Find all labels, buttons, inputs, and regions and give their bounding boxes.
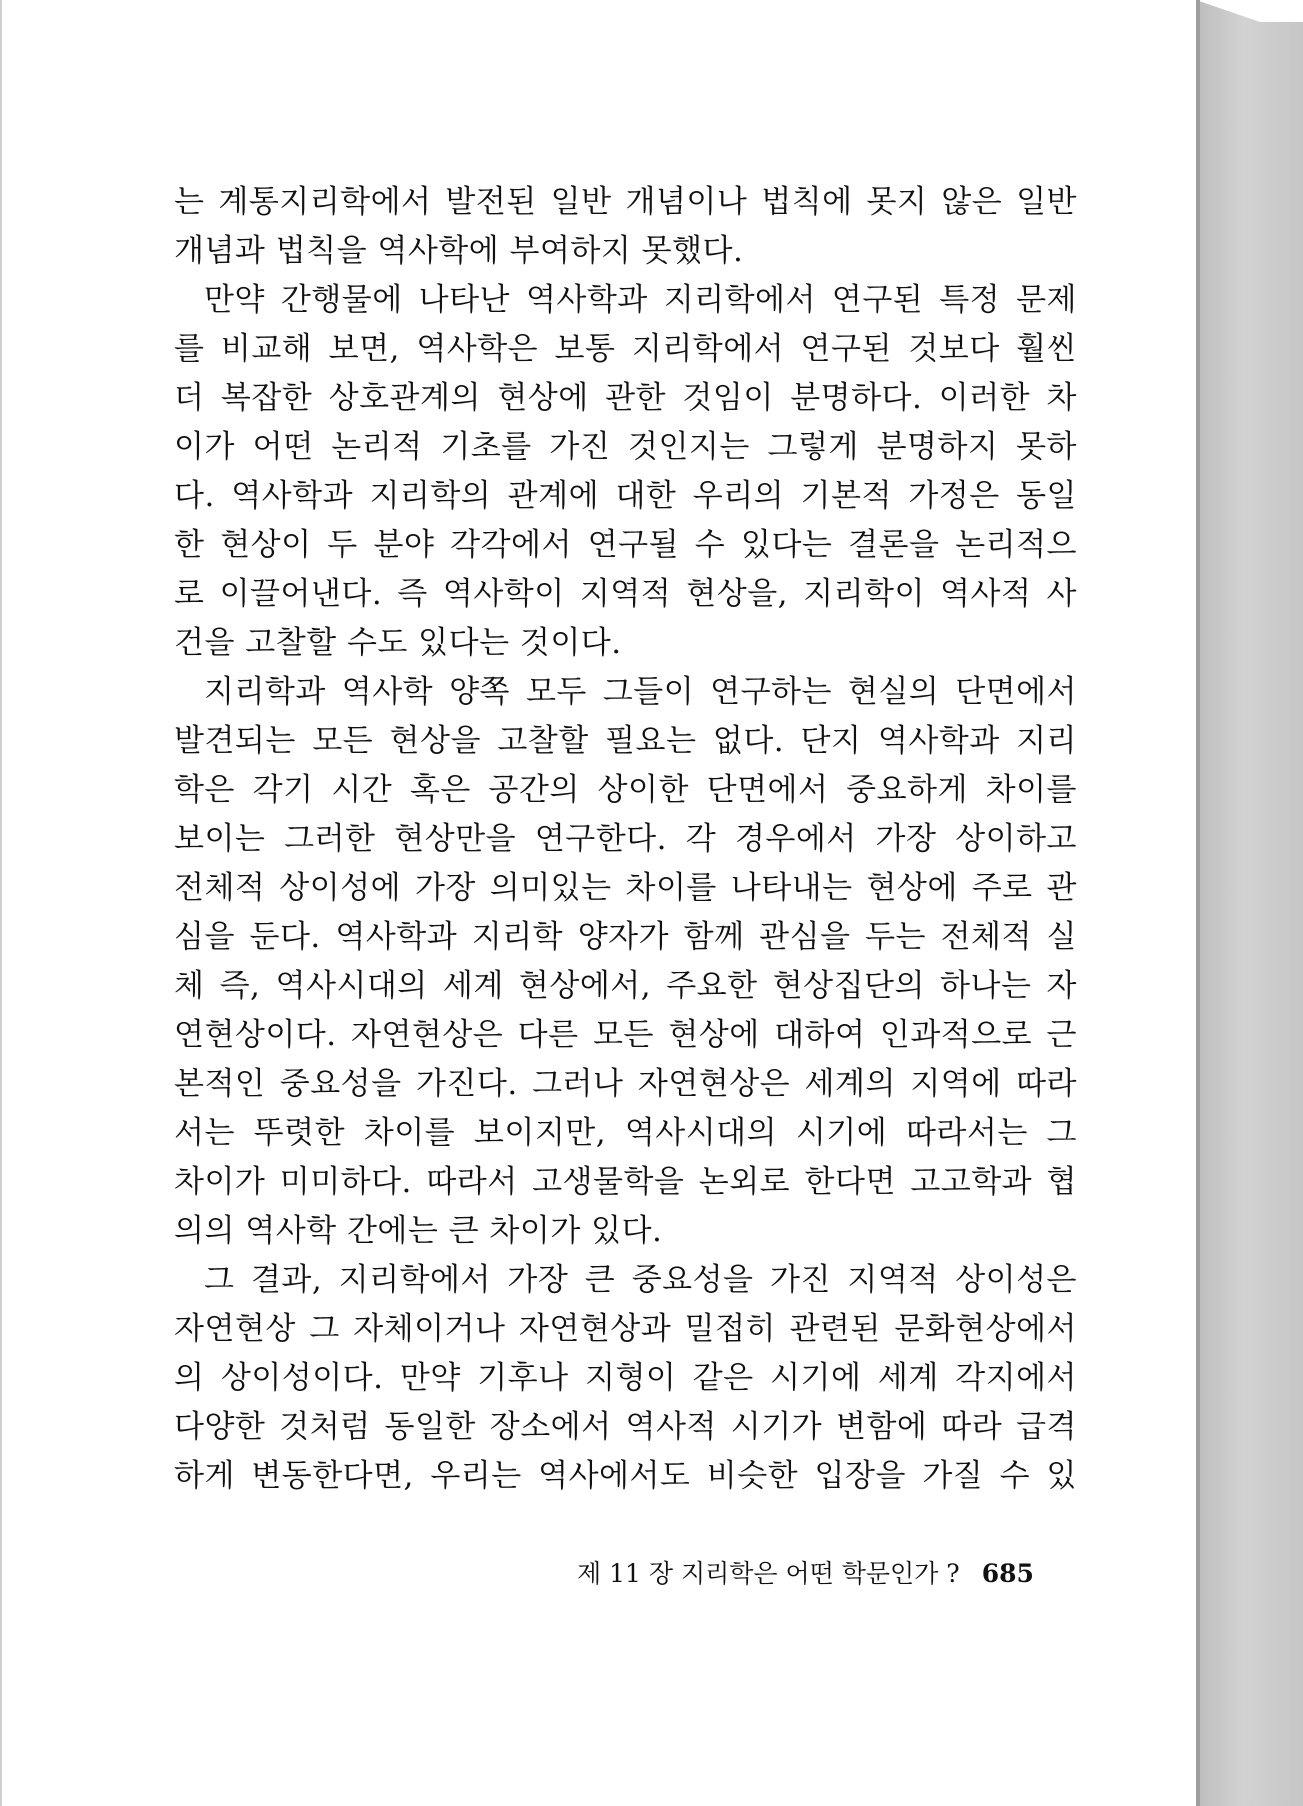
text-line: 더 복잡한 상호관계의 현상에 관한 것임이 분명하다. 이러한 차 (174, 380, 1077, 416)
text-line: 다. 역사학과 지리학의 관계에 대한 우리의 기본적 가정은 동일 (174, 478, 1077, 514)
running-head: 제 11 장 지리학은 어떤 학문인가 ? (577, 1559, 960, 1588)
text-line: 그 결과, 지리학에서 가장 큰 중요성을 가진 지역적 상이성은 (204, 1262, 1077, 1298)
text-line: 학은 각기 시간 혹은 공간의 상이한 단면에서 중요하게 차이를 (174, 772, 1077, 808)
text-line: 다양한 것처럼 동일한 장소에서 역사적 시기가 변함에 따라 급격 (174, 1409, 1077, 1445)
text-line: 를 비교해 보면, 역사학은 보통 지리학에서 연구된 것보다 훨씬 (174, 331, 1077, 367)
text-line: 이가 어떤 논리적 기초를 가진 것인지는 그렇게 분명하지 못하 (174, 429, 1077, 465)
text-line: 의의 역사학 간에는 큰 차이가 있다. (174, 1213, 663, 1249)
page-number: 685 (981, 1559, 1034, 1588)
text-line: 연현상이다. 자연현상은 다른 모든 현상에 대하여 인과적으로 근 (174, 1017, 1077, 1053)
body-text (174, 178, 1077, 1501)
text-line: 자연현상 그 자체이거나 자연현상과 밀접히 관련된 문화현상에서 (174, 1311, 1077, 1347)
page-edge (1196, 0, 1303, 1806)
text-line: 지리학과 역사학 양쪽 모두 그들이 연구하는 현실의 단면에서 (204, 674, 1077, 710)
text-line: 만약 간행물에 나타난 역사학과 지리학에서 연구된 특정 문제 (204, 282, 1077, 318)
text-line: 의 상이성이다. 만약 기후나 지형이 같은 시기에 세계 각지에서 (174, 1360, 1077, 1396)
text-line: 체 즉, 역사시대의 세계 현상에서, 주요한 현상집단의 하나는 자 (174, 968, 1077, 1004)
text-line: 본적인 중요성을 가진다. 그러나 자연현상은 세계의 지역에 따라 (174, 1066, 1077, 1102)
text-line: 차이가 미미하다. 따라서 고생물학을 논외로 한다면 고고학과 협 (174, 1164, 1077, 1200)
text-line: 하게 변동한다면, 우리는 역사에서도 비슷한 입장을 가질 수 있 (174, 1458, 1077, 1494)
text-line: 건을 고찰할 수도 있다는 것이다. (174, 625, 622, 661)
text-line: 는 계통지리학에서 발전된 일반 개념이나 법칙에 못지 않은 일반 (174, 184, 1077, 220)
page-footer (577, 1554, 1034, 1594)
page-edge-shadow (1196, 0, 1200, 1806)
text-line: 한 현상이 두 분야 각각에서 연구될 수 있다는 결론을 논리적으 (174, 527, 1077, 563)
text-line: 전체적 상이성에 가장 의미있는 차이를 나타내는 현상에 주로 관 (174, 870, 1077, 906)
text-line: 개념과 법칙을 역사학에 부여하지 못했다. (174, 233, 744, 269)
text-line: 발견되는 모든 현상을 고찰할 필요는 없다. 단지 역사학과 지리 (174, 723, 1077, 759)
text-line: 심을 둔다. 역사학과 지리학 양자가 함께 관심을 두는 전체적 실 (174, 919, 1077, 955)
text-line: 서는 뚜렷한 차이를 보이지만, 역사시대의 시기에 따라서는 그 (174, 1115, 1077, 1151)
text-line: 로 이끌어낸다. 즉 역사학이 지역적 현상을, 지리학이 역사적 사 (174, 576, 1077, 612)
text-line: 보이는 그러한 현상만을 연구한다. 각 경우에서 가장 상이하고 (174, 821, 1077, 857)
